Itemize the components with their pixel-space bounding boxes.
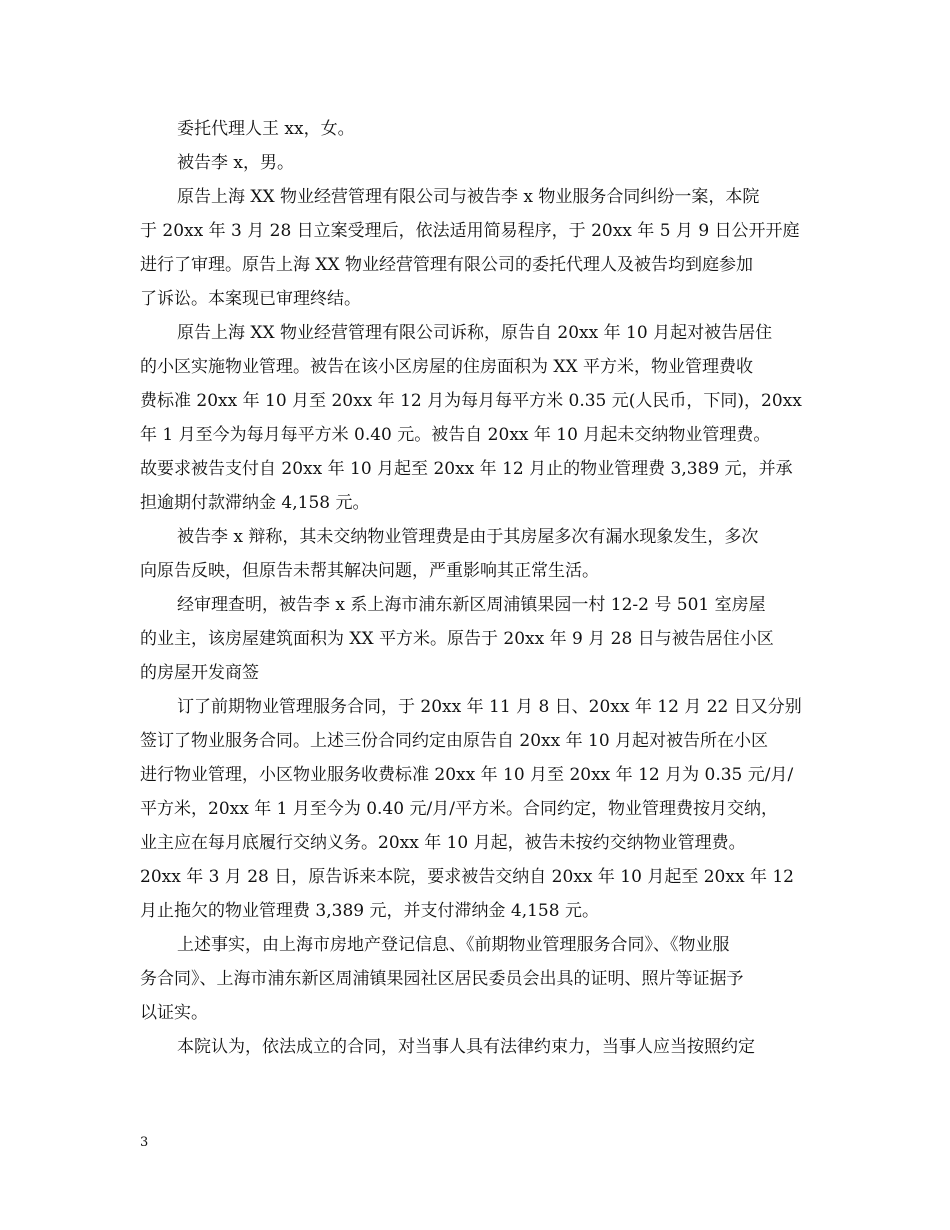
text-line: 经审理查明，被告李 x 系上海市浦东新区周浦镇果园一村 12-2 号 501 室房屋	[177, 595, 766, 615]
text-line: 以证实。	[140, 1003, 208, 1023]
text-line: 的小区实施物业管理。被告在该小区房屋的住房面积为 XX 平方米，物业管理费收	[140, 357, 754, 377]
text-line: 平方米，20xx 年 1 月至今为 0.40 元/月/平方米。合同约定，物业管理费按月交纳，	[140, 799, 778, 819]
text-line: 被告李 x 辩称，其未交纳物业管理费是由于其房屋多次有漏水现象发生，多次	[177, 527, 759, 547]
text-line: 本院认为，依法成立的合同，对当事人具有法律约束力，当事人应当按照约定	[177, 1037, 755, 1057]
text-line: 订了前期物业管理服务合同，于 20xx 年 11 月 8 日、20xx 年 12 月 22 日又分别	[177, 697, 802, 717]
text-line: 业主应在每月底履行交纳义务。20xx 年 10 月起，被告未按约交纳物业管理费。	[140, 833, 746, 853]
text-line: 务合同》、上海市浦东新区周浦镇果园社区居民委员会出具的证明、照片等证据予	[140, 969, 744, 989]
text-line: 签订了物业服务合同。上述三份合同约定由原告自 20xx 年 10 月起对被告所在小区	[140, 731, 769, 751]
text-line: 的业主，该房屋建筑面积为 XX 平方米。原告于 20xx 年 9 月 28 日与被告居住小区	[140, 629, 774, 649]
text-line: 故要求被告支付自 20xx 年 10 月起至 20xx 年 12 月止的物业管理费 3,389 元，并承	[140, 459, 793, 479]
text-line: 向原告反映，但原告未帮其解决问题，严重影响其正常生活。	[140, 561, 599, 581]
page-number: 3	[140, 1135, 149, 1150]
text-line: 了诉讼。本案现已审理终结。	[140, 289, 361, 309]
text-line: 委托代理人王 xx，女。	[177, 119, 355, 139]
text-line: 年 1 月至今为每月每平方米 0.40 元。被告自 20xx 年 10 月起未交纳物业管理费。	[140, 425, 771, 445]
document-body	[140, 112, 820, 1064]
text-line: 的房屋开发商签	[140, 663, 259, 683]
text-line: 进行物业管理，小区物业服务收费标准 20xx 年 10 月至 20xx 年 12 月为 0.35 元/月/	[140, 765, 794, 785]
text-line: 于 20xx 年 3 月 28 日立案受理后，依法适用简易程序，于 20xx 年 5 月 9 日公开开庭	[140, 221, 800, 241]
text-line: 上述事实，由上海市房地产登记信息、《前期物业管理服务合同》、《物业服	[177, 935, 730, 955]
text-line: 原告上海 XX 物业经营管理有限公司诉称，原告自 20xx 年 10 月起对被告居住	[177, 323, 773, 343]
text-line: 担逾期付款滞纳金 4,158 元。	[140, 493, 370, 513]
text-line: 费标准 20xx 年 10 月至 20xx 年 12 月为每月每平方米 0.35 元(人民币，下同)，20xx	[140, 391, 802, 411]
text-line: 月止拖欠的物业管理费 3,389 元，并支付滞纳金 4,158 元。	[140, 901, 599, 921]
text-line: 进行了审理。原告上海 XX 物业经营管理有限公司的委托代理人及被告均到庭参加	[140, 255, 754, 275]
text-line: 原告上海 XX 物业经营管理有限公司与被告李 x 物业服务合同纠纷一案，本院	[177, 187, 760, 207]
text-line: 20xx 年 3 月 28 日，原告诉来本院，要求被告交纳自 20xx 年 10 月起至 20xx 年 12	[140, 867, 794, 887]
text-line: 被告李 x，男。	[177, 153, 294, 173]
